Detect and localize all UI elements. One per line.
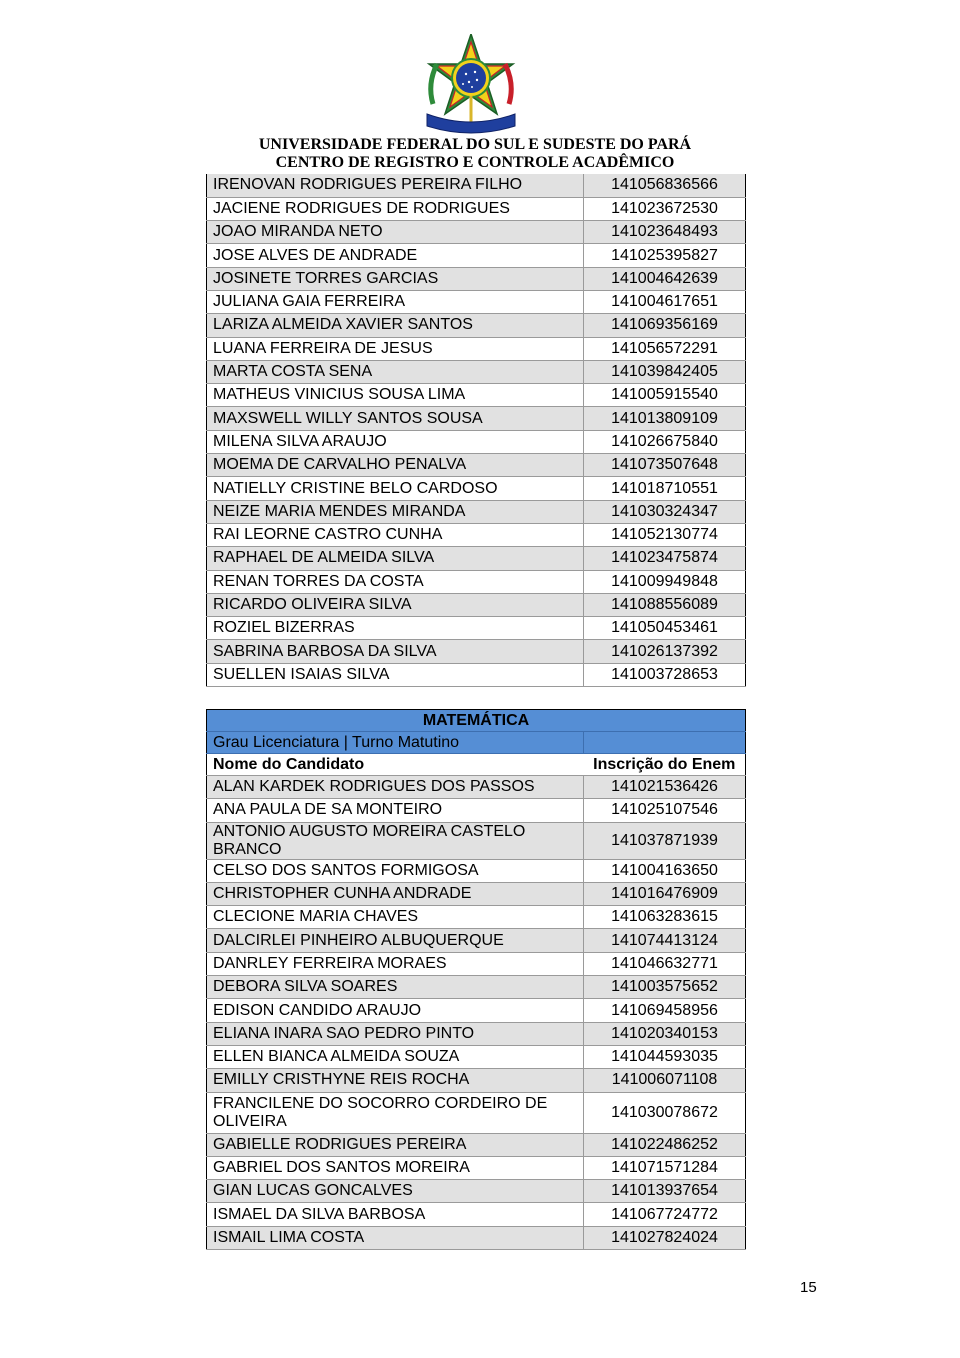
candidate-name: ANTONIO AUGUSTO MOREIRA CASTELO BRANCO <box>207 822 584 859</box>
enem-registration: 141009949848 <box>584 570 746 593</box>
candidate-name: JOSINETE TORRES GARCIAS <box>207 267 584 290</box>
candidate-name: FRANCILENE DO SOCORRO CORDEIRO DE OLIVEIRA <box>207 1092 584 1133</box>
candidate-name: GABIELLE RODRIGUES PEREIRA <box>207 1133 584 1156</box>
enem-registration: 141004163650 <box>584 859 746 882</box>
candidate-name: RICARDO OLIVEIRA SILVA <box>207 593 584 616</box>
table-row <box>207 1092 746 1133</box>
enem-registration: 141026137392 <box>584 640 746 663</box>
candidate-name: MARTA COSTA SENA <box>207 360 584 383</box>
table-row <box>207 523 746 546</box>
enem-registration: 141030324347 <box>584 500 746 523</box>
candidate-name: MILENA SILVA ARAUJO <box>207 430 584 453</box>
table-row <box>207 430 746 453</box>
enem-registration: 141005915540 <box>584 384 746 407</box>
candidate-name: DALCIRLEI PINHEIRO ALBUQUERQUE <box>207 929 584 952</box>
table-row <box>207 174 746 197</box>
candidates-table-continued <box>206 174 746 687</box>
candidate-name: IRENOVAN RODRIGUES PEREIRA FILHO <box>207 174 584 197</box>
table-row <box>207 500 746 523</box>
enem-registration: 141013809109 <box>584 407 746 430</box>
table-row <box>207 1156 746 1179</box>
table-row <box>207 337 746 360</box>
university-name: UNIVERSIDADE FEDERAL DO SUL E SUDESTE DO PARÁ <box>258 136 692 153</box>
candidate-name: MOEMA DE CARVALHO PENALVA <box>207 454 584 477</box>
candidate-name: SUELLEN ISAIAS SILVA <box>207 663 584 686</box>
table-row <box>207 197 746 220</box>
candidate-name: JOSE ALVES DE ANDRADE <box>207 244 584 267</box>
enem-registration: 141021536426 <box>584 776 746 799</box>
table-row <box>207 776 746 799</box>
table-row <box>207 477 746 500</box>
enem-registration: 141025395827 <box>584 244 746 267</box>
enem-registration: 141044593035 <box>584 1045 746 1068</box>
enem-registration: 141069458956 <box>584 999 746 1022</box>
candidate-name: ISMAEL DA SILVA BARBOSA <box>207 1203 584 1226</box>
table-row <box>207 384 746 407</box>
table-row <box>207 617 746 640</box>
candidate-name: MAXSWELL WILLY SANTOS SOUSA <box>207 407 584 430</box>
table-row <box>207 929 746 952</box>
candidate-name: GIAN LUCAS GONCALVES <box>207 1180 584 1203</box>
candidate-name: ANA PAULA DE SA MONTEIRO <box>207 799 584 822</box>
table-row <box>207 1045 746 1068</box>
candidate-name: SABRINA BARBOSA DA SILVA <box>207 640 584 663</box>
table-row <box>207 999 746 1022</box>
candidate-name: EMILLY CRISTHYNE REIS ROCHA <box>207 1069 584 1092</box>
enem-registration: 141003728653 <box>584 663 746 686</box>
enem-registration: 141025107546 <box>584 799 746 822</box>
candidate-name: DANRLEY FERREIRA MORAES <box>207 952 584 975</box>
candidate-name: NATIELLY CRISTINE BELO CARDOSO <box>207 477 584 500</box>
table-row <box>207 360 746 383</box>
column-header-enem: Inscrição do Enem <box>584 754 746 776</box>
enem-registration: 141018710551 <box>584 477 746 500</box>
table-row <box>207 976 746 999</box>
candidate-name: RAPHAEL DE ALMEIDA SILVA <box>207 547 584 570</box>
enem-registration: 141046632771 <box>584 952 746 975</box>
enem-registration: 141006071108 <box>584 1069 746 1092</box>
candidate-name: JULIANA GAIA FERREIRA <box>207 290 584 313</box>
candidate-name: ELIANA INARA SAO PEDRO PINTO <box>207 1022 584 1045</box>
table-row <box>207 1133 746 1156</box>
enem-registration: 141074413124 <box>584 929 746 952</box>
enem-registration: 141022486252 <box>584 1133 746 1156</box>
candidate-name: CLECIONE MARIA CHAVES <box>207 906 584 929</box>
enem-registration: 141004617651 <box>584 290 746 313</box>
brazil-coat-of-arms-icon <box>423 34 519 138</box>
enem-registration: 141004642639 <box>584 267 746 290</box>
enem-registration: 141063283615 <box>584 906 746 929</box>
candidate-name: LARIZA ALMEIDA XAVIER SANTOS <box>207 314 584 337</box>
table-row <box>207 906 746 929</box>
enem-registration: 141039842405 <box>584 360 746 383</box>
enem-registration: 141056572291 <box>584 337 746 360</box>
enem-registration: 141023475874 <box>584 547 746 570</box>
enem-registration: 141073507648 <box>584 454 746 477</box>
table-row <box>207 859 746 882</box>
enem-registration: 141088556089 <box>584 593 746 616</box>
candidate-name: JOAO MIRANDA NETO <box>207 221 584 244</box>
enem-registration: 141037871939 <box>584 822 746 859</box>
candidate-name: ISMAIL LIMA COSTA <box>207 1226 584 1249</box>
table-row <box>207 640 746 663</box>
table-row <box>207 267 746 290</box>
column-header-name: Nome do Candidato <box>207 754 584 776</box>
enem-registration: 141067724772 <box>584 1203 746 1226</box>
page-number: 15 <box>800 1279 817 1296</box>
enem-registration: 141052130774 <box>584 523 746 546</box>
enem-registration: 141016476909 <box>584 882 746 905</box>
candidate-name: JACIENE RODRIGUES DE RODRIGUES <box>207 197 584 220</box>
course-subtitle-blank <box>584 732 746 754</box>
enem-registration: 141069356169 <box>584 314 746 337</box>
course-title: MATEMÁTICA <box>207 710 746 732</box>
enem-registration: 141020340153 <box>584 1022 746 1045</box>
table-row <box>207 244 746 267</box>
candidate-name: ELLEN BIANCA ALMEIDA SOUZA <box>207 1045 584 1068</box>
enem-registration: 141027824024 <box>584 1226 746 1249</box>
table-row <box>207 1226 746 1249</box>
enem-registration: 141056836566 <box>584 174 746 197</box>
table-row <box>207 1069 746 1092</box>
table-row <box>207 1180 746 1203</box>
candidate-name: DEBORA SILVA SOARES <box>207 976 584 999</box>
table-row <box>207 454 746 477</box>
candidate-name: ALAN KARDEK RODRIGUES DOS PASSOS <box>207 776 584 799</box>
table-row <box>207 547 746 570</box>
table-row <box>207 1022 746 1045</box>
candidate-name: RAI LEORNE CASTRO CUNHA <box>207 523 584 546</box>
candidate-name: ROZIEL BIZERRAS <box>207 617 584 640</box>
table-row <box>207 822 746 859</box>
candidates-table-matematica <box>206 709 746 1250</box>
enem-registration: 141003575652 <box>584 976 746 999</box>
enem-registration: 141071571284 <box>584 1156 746 1179</box>
enem-registration: 141013937654 <box>584 1180 746 1203</box>
enem-registration: 141050453461 <box>584 617 746 640</box>
table-row <box>207 799 746 822</box>
enem-registration: 141026675840 <box>584 430 746 453</box>
candidate-name: RENAN TORRES DA COSTA <box>207 570 584 593</box>
table-row <box>207 407 746 430</box>
table-row <box>207 1203 746 1226</box>
candidate-name: GABRIEL DOS SANTOS MOREIRA <box>207 1156 584 1179</box>
enem-registration: 141023648493 <box>584 221 746 244</box>
enem-registration: 141030078672 <box>584 1092 746 1133</box>
candidate-name: CELSO DOS SANTOS FORMIGOSA <box>207 859 584 882</box>
candidate-name: NEIZE MARIA MENDES MIRANDA <box>207 500 584 523</box>
candidate-name: MATHEUS VINICIUS SOUSA LIMA <box>207 384 584 407</box>
candidate-name: EDISON CANDIDO ARAUJO <box>207 999 584 1022</box>
enem-registration: 141023672530 <box>584 197 746 220</box>
table-row <box>207 882 746 905</box>
table-row <box>207 314 746 337</box>
table-row <box>207 290 746 313</box>
department-name: CENTRO DE REGISTRO E CONTROLE ACADÊMICO <box>275 154 675 171</box>
table-row <box>207 663 746 686</box>
candidate-name: LUANA FERREIRA DE JESUS <box>207 337 584 360</box>
table-row <box>207 593 746 616</box>
course-subtitle: Grau Licenciatura | Turno Matutino <box>207 732 584 754</box>
table-row <box>207 570 746 593</box>
candidate-name: CHRISTOPHER CUNHA ANDRADE <box>207 882 584 905</box>
table-row <box>207 221 746 244</box>
table-row <box>207 952 746 975</box>
